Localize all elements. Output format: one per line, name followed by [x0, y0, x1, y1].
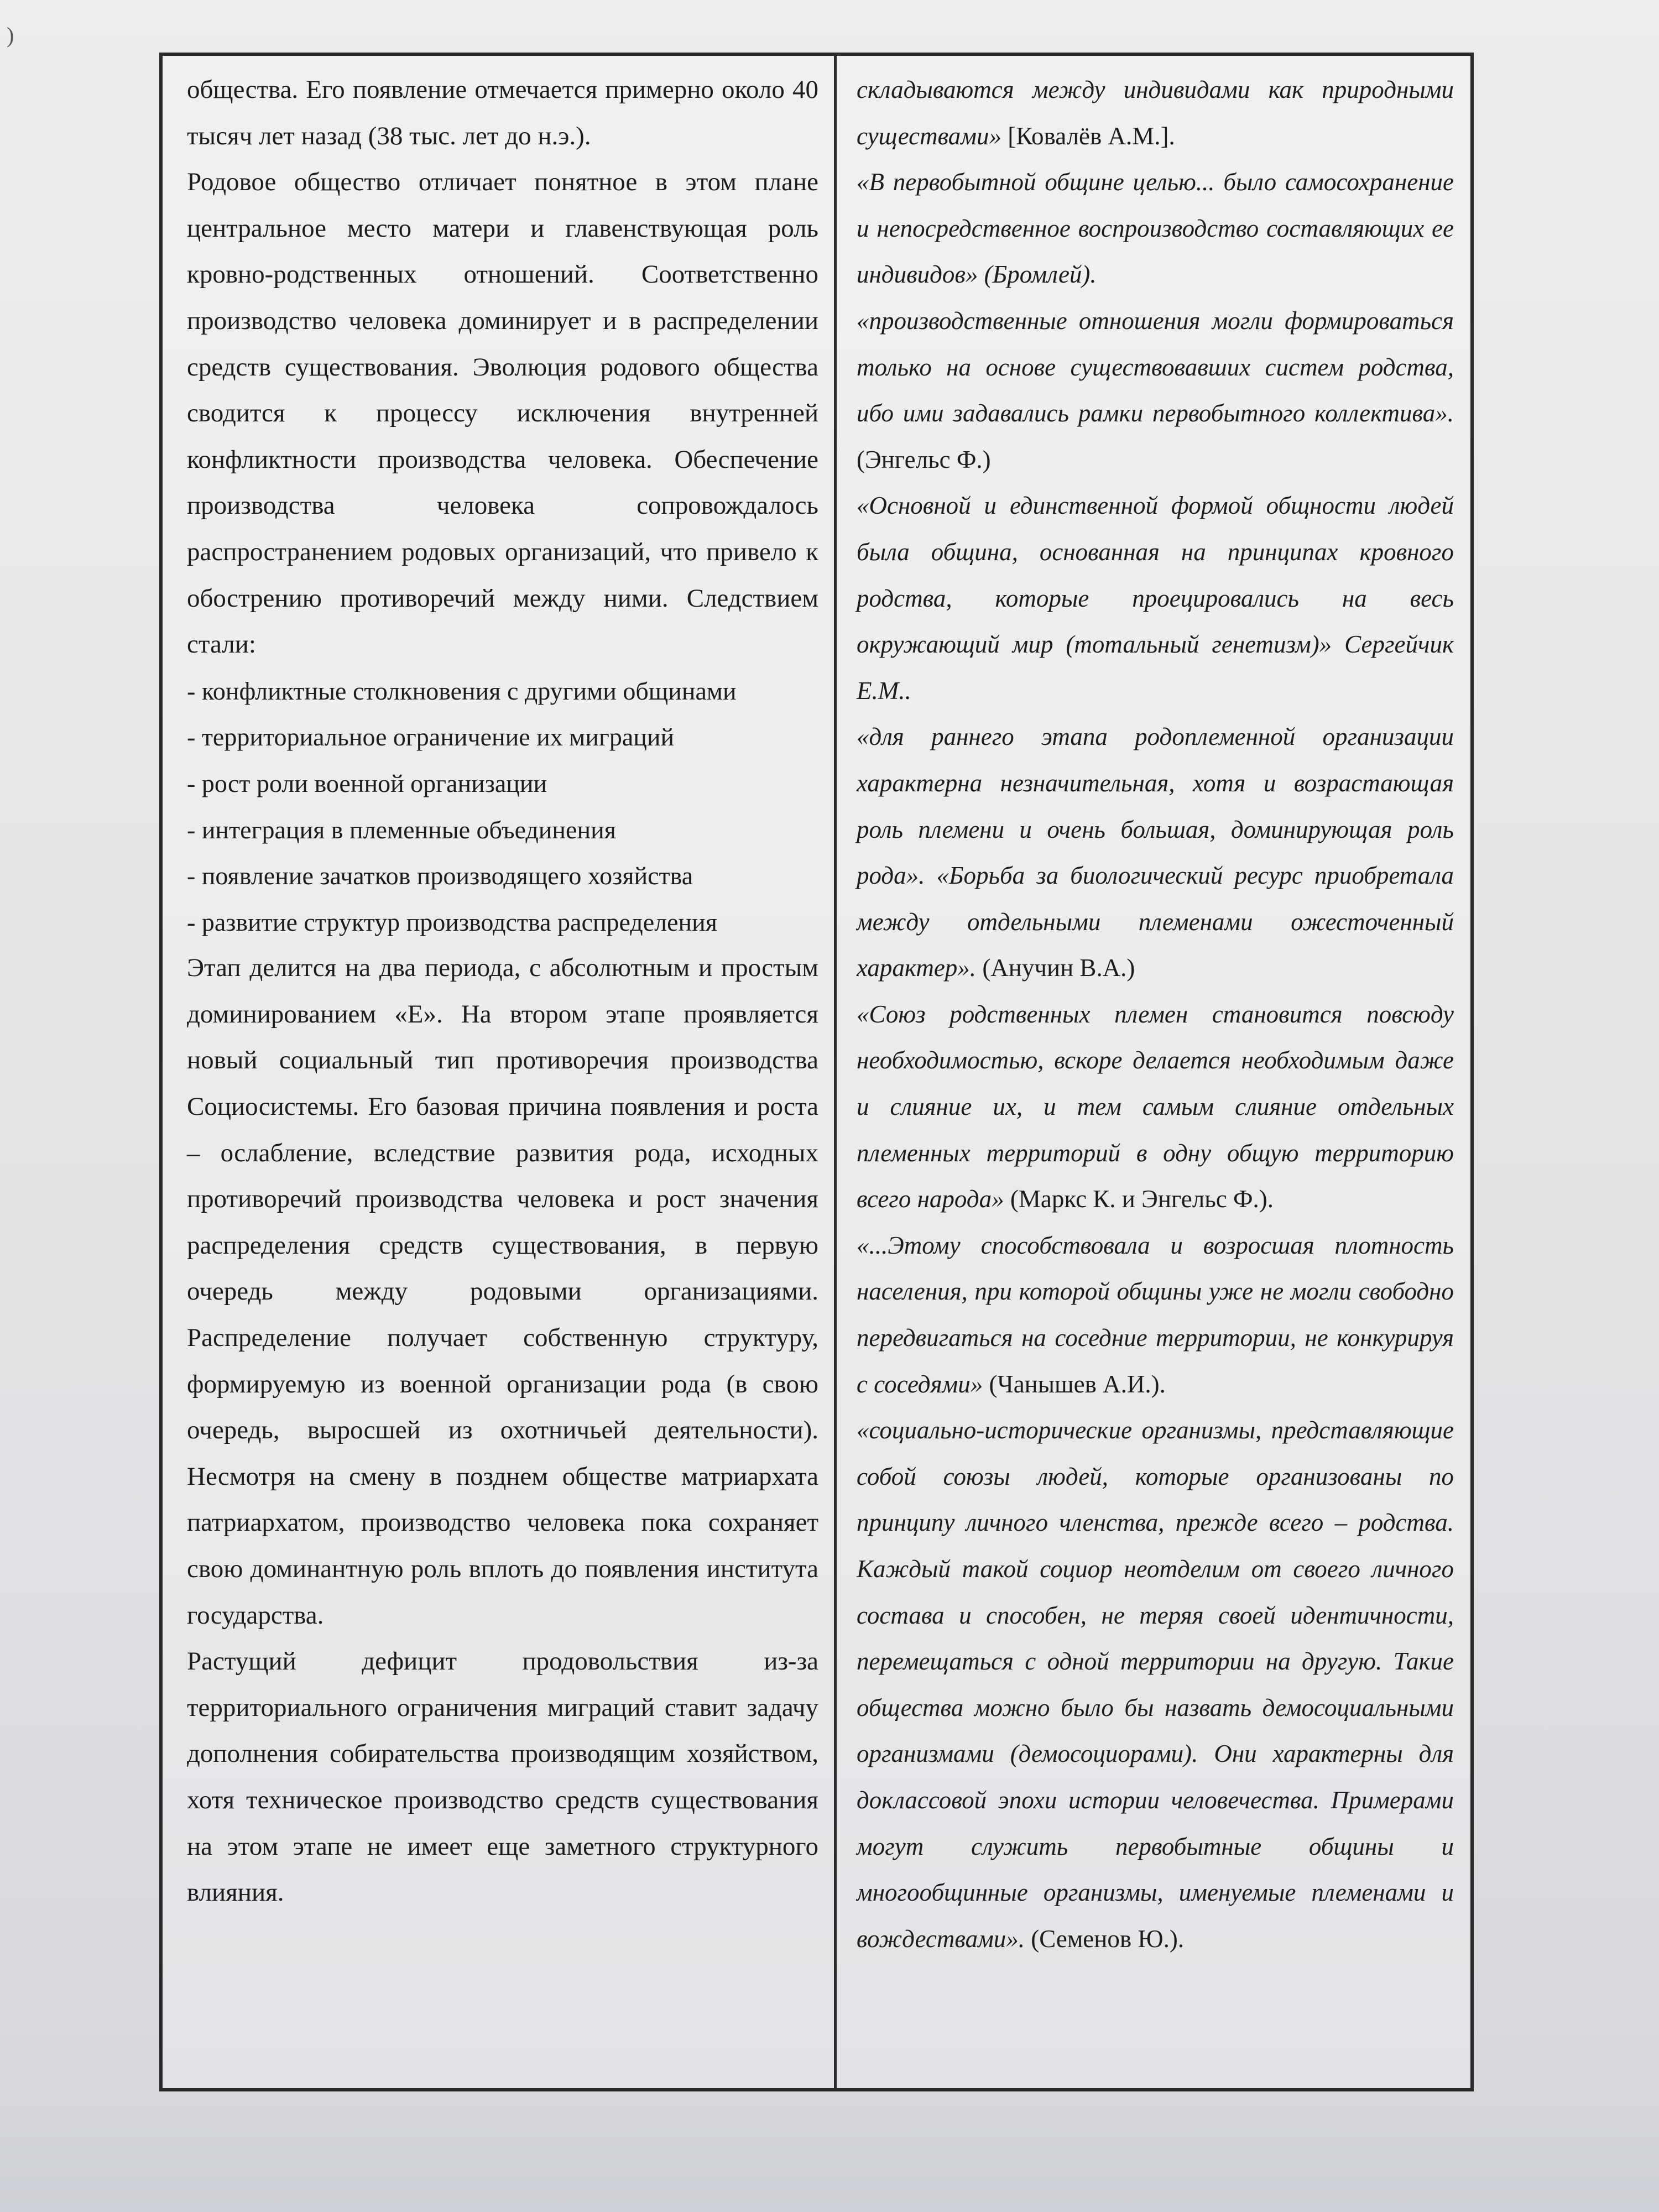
quote-entry — [857, 714, 1454, 992]
corner-mark: ) — [7, 23, 14, 48]
quote-source: (Энгельс Ф.) — [857, 445, 991, 473]
quote-text: «Союз родственных племен становится повсюду необходимостью, вскоре делается необходимым даже и слияние их, и тем самым слияние отдельных племенных территорий в одну общую территорию всего народа» — [857, 1000, 1454, 1213]
quote-source: (Семенов Ю.). — [1025, 1924, 1185, 1953]
quote-source: (Маркс К. и Энгельс Ф.). — [1004, 1185, 1274, 1213]
list-item: - появление зачатков производящего хозяйства — [187, 862, 693, 890]
list-item: - интеграция в племенные объединения — [187, 815, 616, 844]
quote-text: «социально-исторические организмы, представляющие собой союзы людей, которые организованы по принципу личного членства, прежде всего – родства. Каждый такой социор неотделим от своего личного состава и способен, не теряя своей идентичности, перемещаться с одной территории на другую. Такие общества можно было бы назвать демосоциальными организмами (демосоциорами). Они характерны для доклассовой эпохи истории человечества. Примерами могут служить первобытные общины и многообщинные организмы, именуемые племенами и вождествами». — [857, 1416, 1454, 1953]
list-item: - территориальное ограничение их миграций — [187, 723, 675, 752]
quote-text: «...Этому способствовала и возросшая плотность населения, при которой общины уже не могли свободно передвигаться на соседние территории, не конкурируя с соседями» — [857, 1231, 1454, 1398]
two-column-table — [159, 53, 1474, 2091]
list-item: - конфликтные столкновения с другими общинами — [187, 676, 737, 705]
right-column — [837, 56, 1470, 2088]
quote-text: «для раннего этапа родоплеменной организации характерна незначительная, хотя и возрастающая роль племени и очень большая, доминирующая роль рода». «Борьба за биологический ресурс приобретала между отдельными племенами ожесточенный характер». — [857, 723, 1454, 982]
quote-entry — [857, 298, 1454, 483]
left-paragraph: общества. Его появление отмечается примерно около 40 тысяч лет назад (38 тыс. лет до н.э.). — [187, 75, 818, 150]
quote-text: «В первобытной общине целью... было самосохранение и непосредственное воспроизводство составляющих ее индивидов» (Бромлей). — [857, 168, 1454, 289]
quote-source: [Ковалёв А.М.]. — [1001, 122, 1175, 150]
page-bottom-shadow — [0, 2091, 1659, 2212]
left-paragraph: Растущий дефицит продовольствия из-за территориального ограничения миграций ставит задачу дополнения собирательства производящим хозяйством, хотя техническое производство средств существования на этом этапе не имеет еще заметного структурного влияния. — [187, 1647, 818, 1907]
quote-entry — [857, 67, 1454, 159]
list-item: - развитие структур производства распределения — [187, 907, 717, 936]
left-paragraph: Родовое общество отличает понятное в этом плане центральное место матери и главенствующая роль кровно-родственных отношений. Соответственно производство человека доминирует и в распределении средств существования. Эволюция родового общества сводится к процессу исключения внутренней конфликтности производства человека. Обеспечение производства человека сопровождалось распространением родовых организаций, что привело к обострению противоречий между ними. Следствием стали: — [187, 168, 818, 659]
left-paragraph: Этап делится на два периода, с абсолютным и простым доминированием «Е». На втором этапе проявляется новый социальный тип противоречия производства Социосистемы. Его базовая причина появления и роста – ослабление, вследствие развития рода, исходных противоречий производства человека и рост значения распределения средств существования, в первую очередь между родовыми организациями. Распределение получает собственную структуру, формируемую из военной организации рода (в свою очередь, выросшей из охотничьей деятельности). Несмотря на смену в позднем обществе матриархата патриархатом, производство человека пока сохраняет свою доминантную роль вплоть до появления института государства. — [187, 953, 818, 1630]
quote-text: «производственные отношения могли формироваться только на основе существовавших систем родства, ибо ими задавались рамки первобытного коллектива». — [857, 306, 1454, 427]
quote-entry — [857, 1407, 1454, 1962]
quote-text: «Основной и единственной формой общности людей была община, основанная на принципах кровного родства, которые проецировались на весь окружающий мир (тотальный генетизм)» Сергейчик Е.М.. — [857, 492, 1454, 705]
quote-text: складываются между индивидами как природными существами» — [857, 76, 1454, 150]
quote-entry — [857, 992, 1454, 1223]
quote-entry — [857, 483, 1454, 714]
quote-source: (Анучин В.А.) — [976, 954, 1135, 982]
left-column — [163, 56, 837, 2088]
quote-entry — [857, 159, 1454, 298]
quote-entry — [857, 1223, 1454, 1407]
list-item: - рост роли военной организации — [187, 769, 547, 797]
quote-source: (Чанышев А.И.). — [983, 1370, 1166, 1398]
